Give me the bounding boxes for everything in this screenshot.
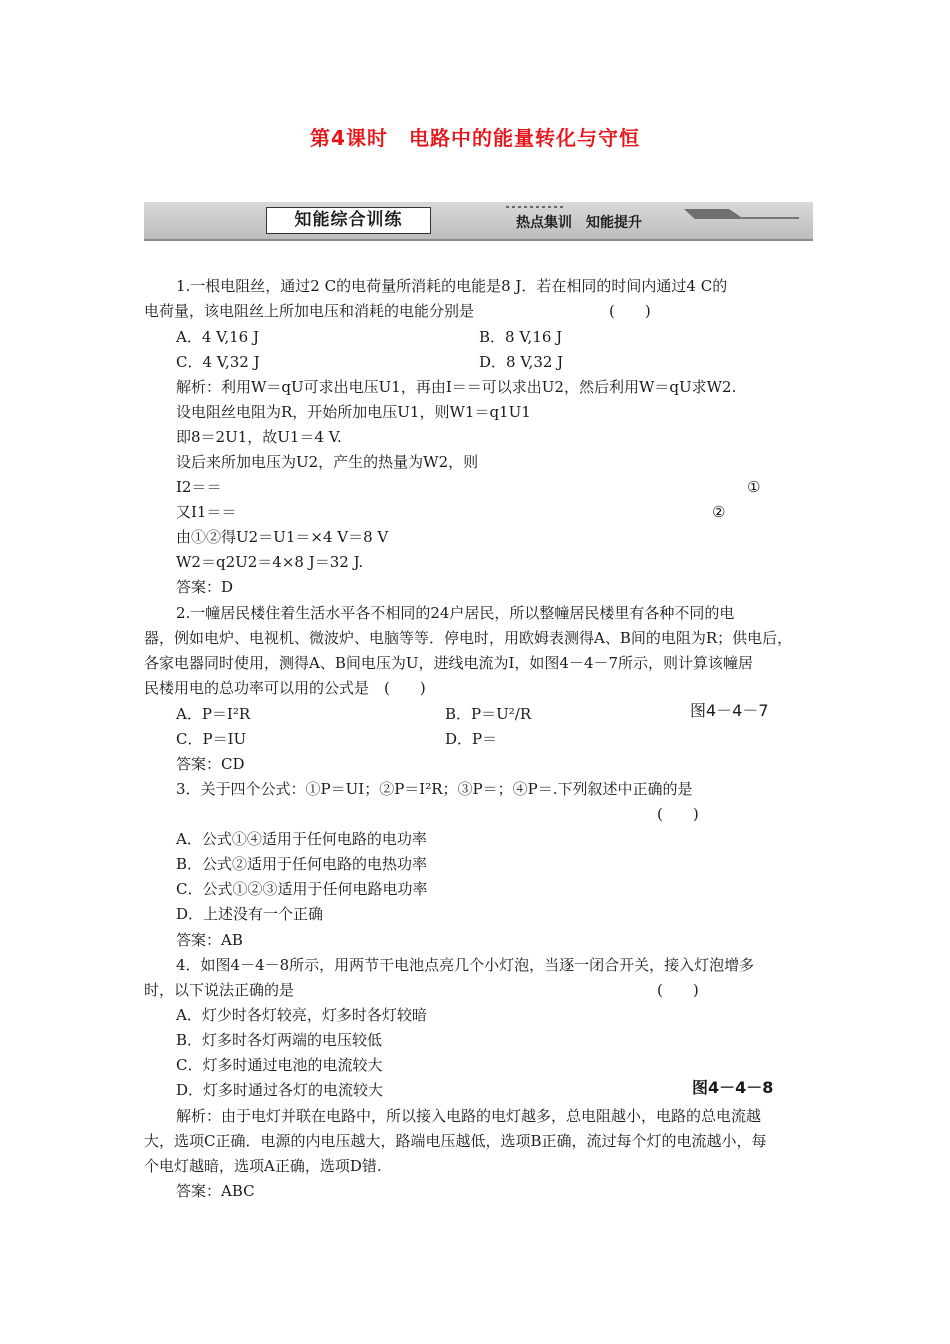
- q4-solution-line2: 大，选项C正确．电源的内电压越大，路端电压越低，选项B正确，流过每个灯的电流越小，每: [144, 1132, 767, 1150]
- q2-option-c: C．P＝IU: [176, 730, 247, 748]
- q1-stem-line2: 电荷量，该电阻丝上所加电压和消耗的电能分别是 ( ): [144, 302, 651, 320]
- q3-option-c: C．公式①②③适用于任何电路电功率: [176, 880, 428, 898]
- q1-option-d: D．8 V,32 J: [479, 353, 564, 371]
- q4-option-d: D．灯多时通过各灯的电流较大: [176, 1081, 384, 1099]
- q1-answer: 答案：D: [176, 578, 234, 596]
- q2-stem-line3: 各家电器同时使用，测得A、B间电压为U，进线电流为I，如图4－4－7所示，则计算该幢居: [144, 654, 754, 672]
- q2-option-d: D．P＝: [445, 730, 498, 748]
- q3-option-a: A．公式①④适用于任何电路的电功率: [176, 830, 427, 848]
- q4-answer: 答案：ABC: [176, 1182, 255, 1200]
- q3-option-d: D．上述没有一个正确: [176, 905, 324, 923]
- q2-stem-line1: 2.一幢居民楼住着生活水平各不相同的24户居民，所以整幢居民楼里有各种不同的电: [176, 604, 735, 622]
- q1-equation-2: 又I1＝＝: [176, 503, 237, 521]
- q4-option-a: A．灯少时各灯较亮，灯多时各灯较暗: [176, 1006, 427, 1024]
- q1-solution-line2: 设电阻丝电阻为R，开始所加电压U1，则W1＝q1U1: [176, 403, 531, 421]
- q1-stem-line1: 1.一根电阻丝，通过2 C的电荷量所消耗的电能是8 J．若在相同的时间内通过4 C的: [176, 277, 728, 295]
- q1-solution-line1: 解析：利用W＝qU可求出电压U1，再由I＝＝可以求出U2，然后利用W＝qU求W2.: [176, 378, 737, 396]
- banner-dots-decoration: [506, 206, 566, 208]
- q2-option-b: B．P＝U²/R: [445, 705, 532, 723]
- q2-stem-line4: 民楼用电的总功率可以用的公式是 ( ): [144, 679, 426, 697]
- q2-option-a: A．P＝I²R: [176, 705, 251, 723]
- q1-equation-1-number: ①: [747, 478, 761, 496]
- q4-figure-caption: 图4－4－8: [692, 1078, 774, 1097]
- q4-solution-line1: 解析：由于电灯并联在电路中，所以接入电路的电灯越多，总电阻越小，电路的总电流越: [176, 1107, 762, 1125]
- section-banner: [144, 202, 813, 241]
- q3-stem-line1: 3．关于四个公式：①P＝UI；②P＝I²R；③P＝；④P＝.下列叙述中正确的是: [176, 780, 693, 798]
- banner-tag-label: 热点集训 知能提升: [516, 215, 642, 231]
- q4-option-c: C．灯多时通过电池的电流较大: [176, 1056, 383, 1074]
- q1-solution-line4: 设后来所加电压为U2，产生的热量为W2，则: [176, 453, 479, 471]
- banner-main-label: 知能综合训练: [266, 207, 431, 234]
- q1-option-b: B．8 V,16 J: [479, 328, 563, 346]
- page-title: 第4课时 电路中的能量转化与守恒: [310, 126, 640, 150]
- q4-answer-paren: ( ): [657, 981, 699, 999]
- q3-answer: 答案：AB: [176, 931, 243, 949]
- q1-solution-line3: 即8＝2U1，故U1＝4 V.: [176, 428, 342, 446]
- q2-answer: 答案：CD: [176, 755, 245, 773]
- q1-solution-line7: 由①②得U2＝U1＝×4 V＝8 V: [176, 528, 389, 546]
- banner-line-decoration: [739, 217, 799, 219]
- q3-option-b: B．公式②适用于任何电路的电热功率: [176, 855, 428, 873]
- q2-figure-caption: 图4－4－7: [690, 701, 769, 720]
- q2-stem-line2: 器，例如电炉、电视机、微波炉、电脑等等．停电时，用欧姆表测得A、B间的电阻为R；供电后，: [144, 629, 793, 647]
- banner-arrow-decoration: [684, 209, 744, 219]
- q4-stem-line1: 4．如图4－4－8所示，用两节干电池点亮几个小灯泡，当逐一闭合开关，接入灯泡增多: [176, 956, 755, 974]
- q4-solution-line3: 个电灯越暗，选项A正确，选项D错.: [144, 1157, 382, 1175]
- q1-equation-2-number: ②: [712, 503, 726, 521]
- q4-stem-line2: 时，以下说法正确的是: [144, 981, 295, 999]
- q4-option-b: B．灯多时各灯两端的电压较低: [176, 1031, 383, 1049]
- q1-solution-line8: W2＝q2U2＝4×8 J＝32 J.: [176, 553, 364, 571]
- q1-option-c: C．4 V,32 J: [176, 353, 260, 371]
- q3-answer-paren: ( ): [657, 805, 699, 823]
- q1-option-a: A．4 V,16 J: [176, 328, 259, 346]
- q1-equation-1: I2＝＝: [176, 478, 222, 496]
